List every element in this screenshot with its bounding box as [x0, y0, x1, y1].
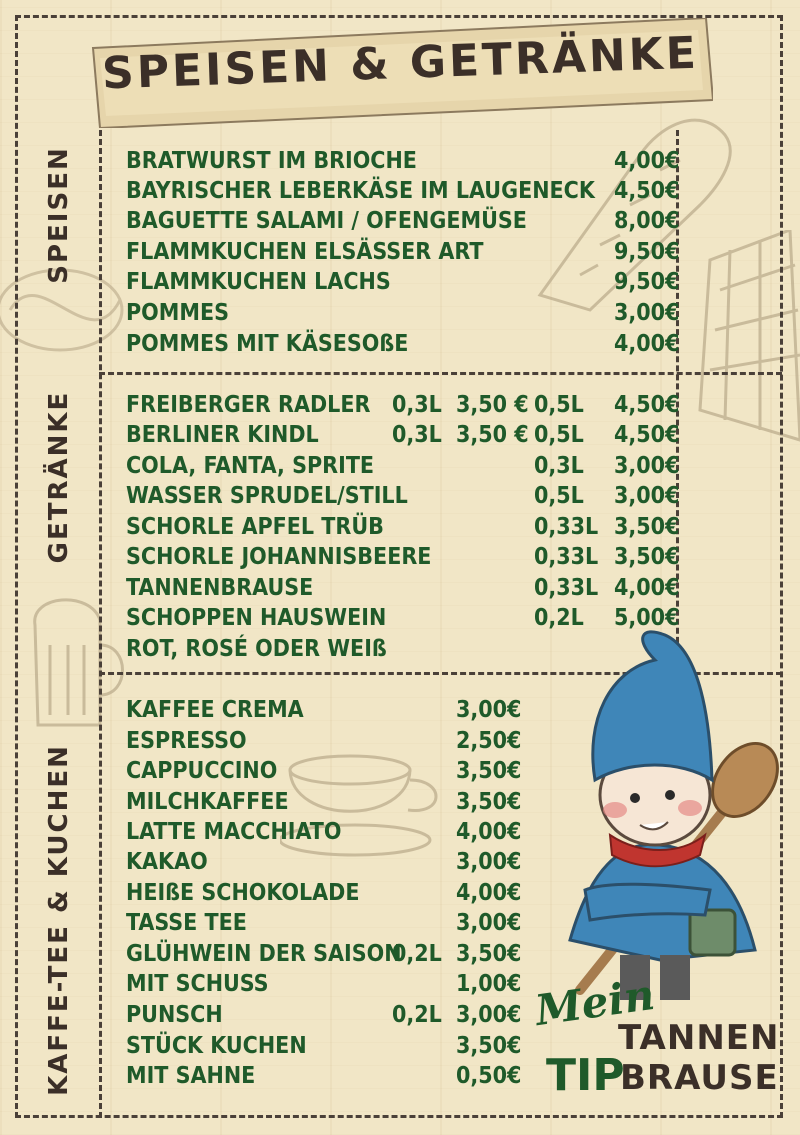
brand-logo-brause: BRAUSE	[620, 1058, 779, 1098]
gnome-mascot-illustration	[540, 630, 785, 1030]
menu-page: SPEISEN & GETRÄNKE SPEISEN GETRÄNKE KAFFE-TEE & KUCHEN BRATWURST IM BRIOCHE 4,00€ BAYRISCHER LEBERKÄSE IM LAUGENECK 4,50€ BAGUETTE SALAMI / OFENGEMÜSE 8,00€ FLAMMKUCHEN ELSÄSSER ART 9,50€ FLAMMKUCHEN LACHS 9,50€ POMMES 3,00€ POMMES MIT KÄSESOßE 4,00€ FREIBERGER RADLER 0,3L 3,50 € 0,5L 4,50€ BERLINER KINDL 0,3L 3,50 € 0,5L 4,50€ COLA, FANTA, SPRITE 0,3L 3,00€ WASSER SPRUDEL/STILL 0,5L 3,00€ SCHORLE APFEL TRÜB 0,33L 3,50€ SCHORLE JOHANNISBEERE 0,33L 3,50€ TANNENBRAUSE 0,33L 4,00€ SCHOPPEN HAUSWEIN 0,2L 5,00€ ROT, ROSÉ ODER WEIß KAFFEE CREMA 3,00€ ESPRESSO 2,50€ CAPPUCCINO 3,50€ MILCHKAFFEE 3,50€ LATTE MACCHIATO 4,00€ KAKAO 3,00€ HEIßE SCHOKOLADE 4,00€ TASSE TEE 3,00€ GLÜHWEIN DER SAISON 0,2L 3,50€ MIT SCHUSS 1,00€ PUNSCH 0,2L 3,00€ STÜCK KUCHEN 3,50€ MIT SAHNE 0,50€ Mein TANNEN TIP BRAUSE	[0, 0, 800, 1135]
section-label-getraenke: GETRÄNKE	[44, 390, 74, 564]
section-divider	[99, 372, 782, 375]
section-label-kaffee: KAFFE-TEE & KUCHEN	[44, 744, 74, 1096]
column-separator	[99, 130, 102, 1118]
page-title: SPEISEN & GETRÄNKE	[101, 27, 700, 100]
brand-logo-tip: TIP	[546, 1050, 625, 1101]
brand-logo-tannen: TANNEN	[618, 1018, 780, 1058]
brand-logo-mein: Mein	[532, 969, 658, 1036]
section-label-speisen: SPEISEN	[44, 146, 74, 284]
